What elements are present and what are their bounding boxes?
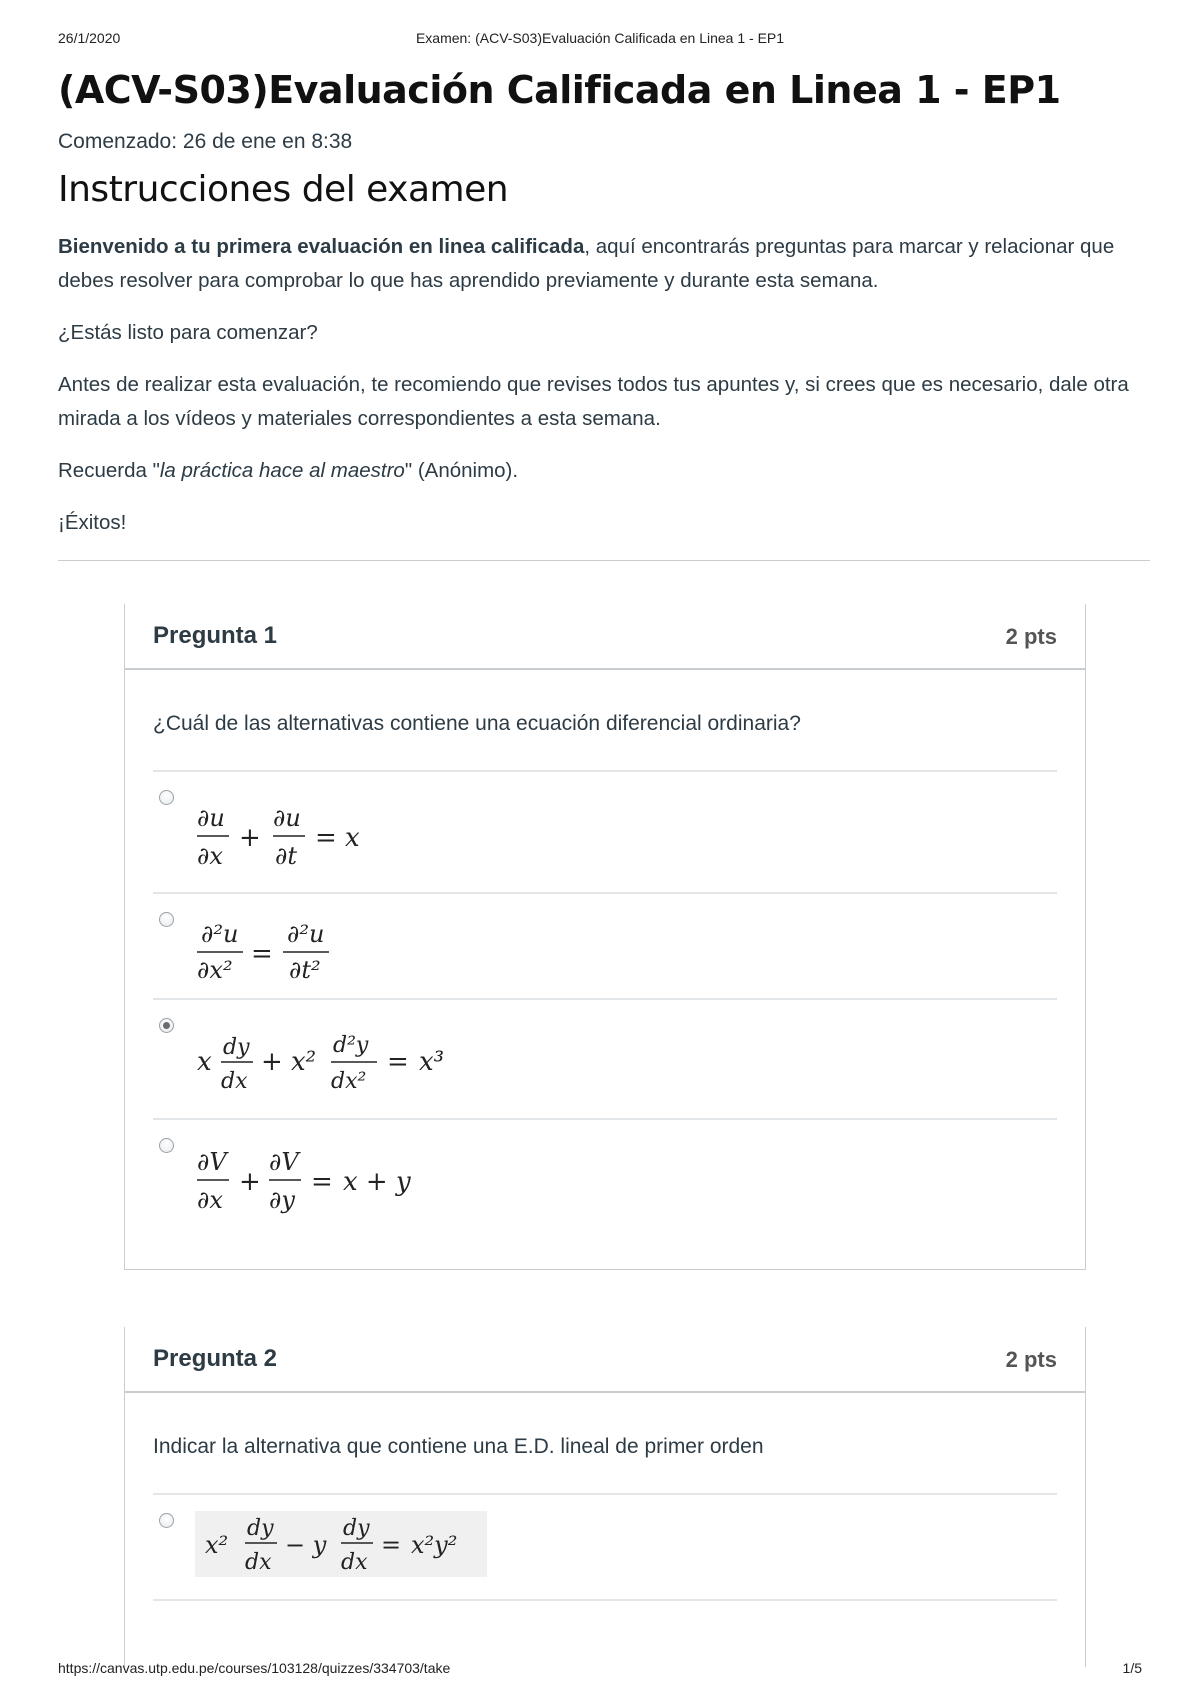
formula <box>197 786 397 866</box>
remember-suffix: " (Anónimo). <box>404 459 519 482</box>
formula-svg <box>197 1134 457 1214</box>
denominator: dx <box>341 1550 368 1575</box>
denominator: ∂x² <box>197 956 233 984</box>
denominator: dx <box>221 1069 248 1094</box>
remember-prefix: Recuerda " <box>58 459 160 482</box>
question-name: Pregunta 1 <box>153 622 278 649</box>
question-name: Pregunta 2 <box>153 1345 278 1372</box>
question-header <box>125 604 1085 670</box>
numerator: ∂u <box>273 804 301 832</box>
right-hand-side: x²y² <box>411 1531 458 1559</box>
denominator: ∂t <box>275 842 298 866</box>
ready-paragraph: ¿Estás listo para comenzar? <box>58 321 318 344</box>
equals-sign: = <box>311 1167 333 1197</box>
right-hand-side: x³ <box>419 1047 445 1077</box>
numerator: ∂²u <box>201 920 239 948</box>
question-text: ¿Cuál de las alternativas contiene una ecuación diferencial ordinaria? <box>153 712 801 735</box>
quiz-title: (ACV-S03)Evaluación Calificada en Linea 1 - EP1 <box>58 68 1061 112</box>
answer-option[interactable] <box>153 1120 1057 1238</box>
equals-sign: = <box>387 1047 409 1077</box>
equals-sign: = <box>381 1531 402 1559</box>
numerator: d²y <box>333 1033 369 1058</box>
quiz-content <box>58 64 1150 561</box>
welcome-bold: Bienvenido a tu primera evaluación en linea calificada <box>58 235 585 258</box>
before-paragraph: Antes de realizar esta evaluación, te recomiendo que revises todos tus apuntes y, si crees que es necesario, dale otra mirada a los vídeos y materiales correspondientes a esta semana. <box>58 373 1129 430</box>
denominator: ∂x <box>197 1186 223 1214</box>
print-date: 26/1/2020 <box>58 30 121 46</box>
numerator: dy <box>223 1035 250 1060</box>
question-text: Indicar la alternativa que contiene una E.D. lineal de primer orden <box>153 1435 764 1458</box>
success-paragraph: ¡Éxitos! <box>58 511 127 534</box>
numerator: ∂²u <box>287 920 325 948</box>
answer-radio[interactable] <box>159 790 174 805</box>
instructions-divider <box>58 560 1150 561</box>
question-points: 2 pts <box>1005 624 1057 649</box>
print-header <box>58 30 1142 50</box>
answer-option[interactable] <box>153 772 1057 894</box>
formula-svg <box>197 786 397 866</box>
equals-sign: = <box>251 939 273 969</box>
denominator: ∂y <box>269 1186 295 1214</box>
print-doc-title: Examen: (ACV-S03)Evaluación Calificada en Linea 1 - EP1 <box>415 30 785 46</box>
right-hand-side: x <box>345 823 360 853</box>
instructions-title: Instrucciones del examen <box>58 169 509 210</box>
answer-radio[interactable] <box>159 1513 174 1528</box>
remember-paragraph <box>58 454 1150 488</box>
formula-svg <box>197 908 397 988</box>
operator: − y <box>285 1531 327 1559</box>
denominator: ∂t² <box>289 956 321 984</box>
question-points: 2 pts <box>1005 1347 1057 1372</box>
quiz-started-time: Comenzado: 26 de ene en 8:38 <box>58 130 353 153</box>
formula <box>195 1511 487 1577</box>
instructions-body <box>58 230 1150 540</box>
denominator: ∂x <box>197 842 223 866</box>
welcome-rest: , aquí encontrarás preguntas para marcar y relacionar que debes resolver para comprobar lo que has aprendido previamente y durante esta semana. <box>58 235 1115 292</box>
numerator: ∂u <box>197 804 225 832</box>
numerator: ∂V <box>269 1148 299 1176</box>
answer-radio[interactable] <box>159 1138 174 1153</box>
operator: + <box>239 1167 261 1197</box>
formula <box>197 1014 487 1094</box>
answer-list <box>153 770 1057 1238</box>
lead-term: x <box>197 1047 212 1077</box>
lead-term: x² <box>205 1531 229 1559</box>
question-2 <box>124 1327 1086 1667</box>
answer-option[interactable] <box>153 1495 1057 1601</box>
formula <box>197 908 397 988</box>
right-hand-side: x + y <box>343 1167 411 1197</box>
equals-sign: = <box>315 823 337 853</box>
formula-svg <box>201 1511 481 1577</box>
operator: + <box>261 1047 283 1077</box>
operator: + <box>239 823 261 853</box>
question-header <box>125 1327 1085 1393</box>
answer-list <box>153 1493 1057 1601</box>
answer-radio[interactable] <box>159 1018 174 1033</box>
numerator: dy <box>343 1516 370 1541</box>
formula-svg <box>197 1014 487 1094</box>
welcome-paragraph <box>58 230 1150 298</box>
print-url: https://canvas.utp.edu.pe/courses/103128/quizzes/334703/take <box>58 1660 451 1676</box>
print-footer <box>58 1660 1142 1680</box>
answer-option[interactable] <box>153 1000 1057 1120</box>
answer-radio[interactable] <box>159 912 174 927</box>
print-page-number: 1/5 <box>1122 1660 1142 1676</box>
middle-term: x² <box>291 1047 317 1077</box>
denominator: dx² <box>331 1069 367 1094</box>
numerator: dy <box>247 1516 274 1541</box>
numerator: ∂V <box>197 1148 227 1176</box>
question-1 <box>124 604 1086 1270</box>
remember-quote: la práctica hace al maestro <box>159 459 405 482</box>
answer-option[interactable] <box>153 894 1057 1000</box>
formula <box>197 1134 457 1214</box>
denominator: dx <box>245 1550 272 1575</box>
